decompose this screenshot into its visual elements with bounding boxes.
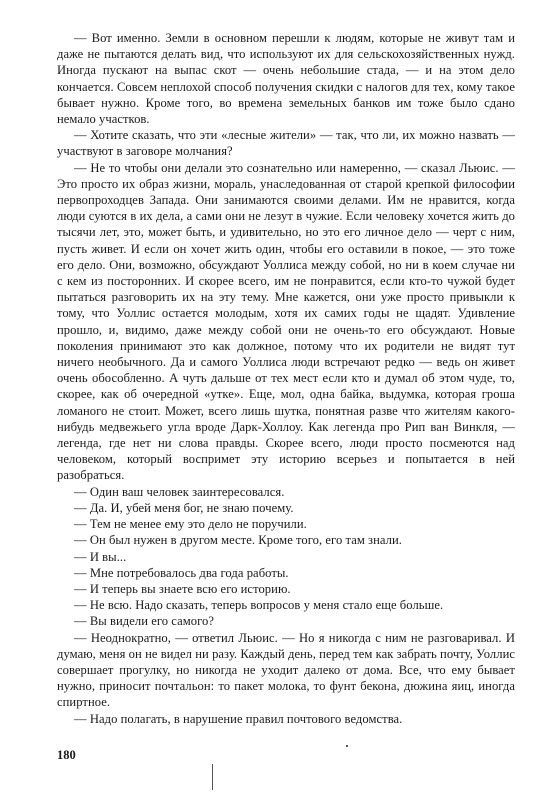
paragraph: — Не всю. Надо сказать, теперь вопросов у меня стало еще больше.: [74, 598, 444, 613]
page-number: 180: [57, 748, 76, 762]
scan-mark: [212, 764, 213, 790]
paragraph: — И теперь вы знаете всю его историю.: [74, 581, 291, 596]
paragraph: — Да. И, убей меня бог, не знаю почему.: [74, 500, 294, 515]
scan-mark: [346, 745, 348, 747]
paragraph: — Не то чтобы они делали это сознательно или намеренно, — сказал Льюис. — Это просто их образ жизни, мораль, унаследованная от старой крепкой философии первопроходцев Запада. Они занимаются своими делами. Им не нравится, когда люди суются в их дела, а сами они не лезут в чужие. Если человеку хочется жить до тысячи лет, это, может быть, и удивительно, но это его личное дело — черт с ним, пусть живет. И если он хочет жить один, чтобы его оставили в покое, — это тоже его дело. Они, возможно, обсуждают Уоллиса между собой, но ни в коем случае ни с кем из посторонних. И скорее всего, им не понравится, если кто-то чужой будет пытаться разговорить их на эту тему. Мне кажется, они уже просто привыкли к тому, что Уоллис остается молодым, хотя их самих годы не щадят. Удивление прошло, и, видимо, даже между собой они не очень-то его обсуждают. Новые поколения принимают это как должное, потому что их родители не видят тут ничего необычного. Да и самого Уоллиса люди встречают редко — ведь он живет очень обособленно. А чуть дальше от тех мест если кто и думал об этом чуде, то, скорее, как об очередной «утке». Еще, мол, одна байка, выдумка, которая гроша ломаного не стоит. Может, всего лишь шутка, понятная разве что жителям какого-нибудь медвежьего угла вроде Дарк-Холлоу. Как легенда про Рип ван Винкля, — легенда, где нет ни слова правды. Скорее всего, люди просто посмеются над человеком, который воспримет эту историю всерьез и попытается в ней разобраться.: [57, 160, 515, 483]
page-body: [57, 30, 515, 727]
paragraph: — Вот именно. Земли в основном перешли к людям, которые не живут там и даже не пытаются делать вид, что используют их для сельскохозяйственных нужд. Иногда пускают на выпас скот — очень небольшие стада, — и на этом дело кончается. Совсем неплохой способ получения скидки с налогов для тех, кому такое бывает нужно. Кроме того, во времена земельных банков им тоже было сдано немало участков.: [57, 31, 515, 127]
paragraph: — Он был нужен в другом месте. Кроме того, его там знали.: [74, 533, 402, 548]
paragraph: — Мне потребовалось два года работы.: [74, 565, 289, 580]
paragraph: — Тем не менее ему это дело не поручили.: [74, 517, 307, 532]
paragraph: — Один ваш человек заинтересовался.: [74, 484, 285, 499]
paragraph: — Надо полагать, в нарушение правил почтового ведомства.: [74, 711, 403, 726]
paragraph: — Вы видели его самого?: [74, 614, 214, 629]
paragraph: — Хотите сказать, что эти «лесные жители» — так, что ли, их можно назвать — участвуют в заговоре молчания?: [57, 128, 515, 159]
paragraph: — И вы...: [74, 549, 127, 564]
paragraph: — Неоднократно, — ответил Льюис. — Но я никогда с ним не разговаривал. И думаю, меня он не видел ни разу. Каждый день, перед тем как забрать почту, Уоллис совершает прогулку, но никогда не уходит далеко от дома. Все, что ему бывает нужно, приносит почтальон: то пакет молока, то фунт бекона, дюжина яиц, иногда спиртное.: [57, 630, 515, 710]
